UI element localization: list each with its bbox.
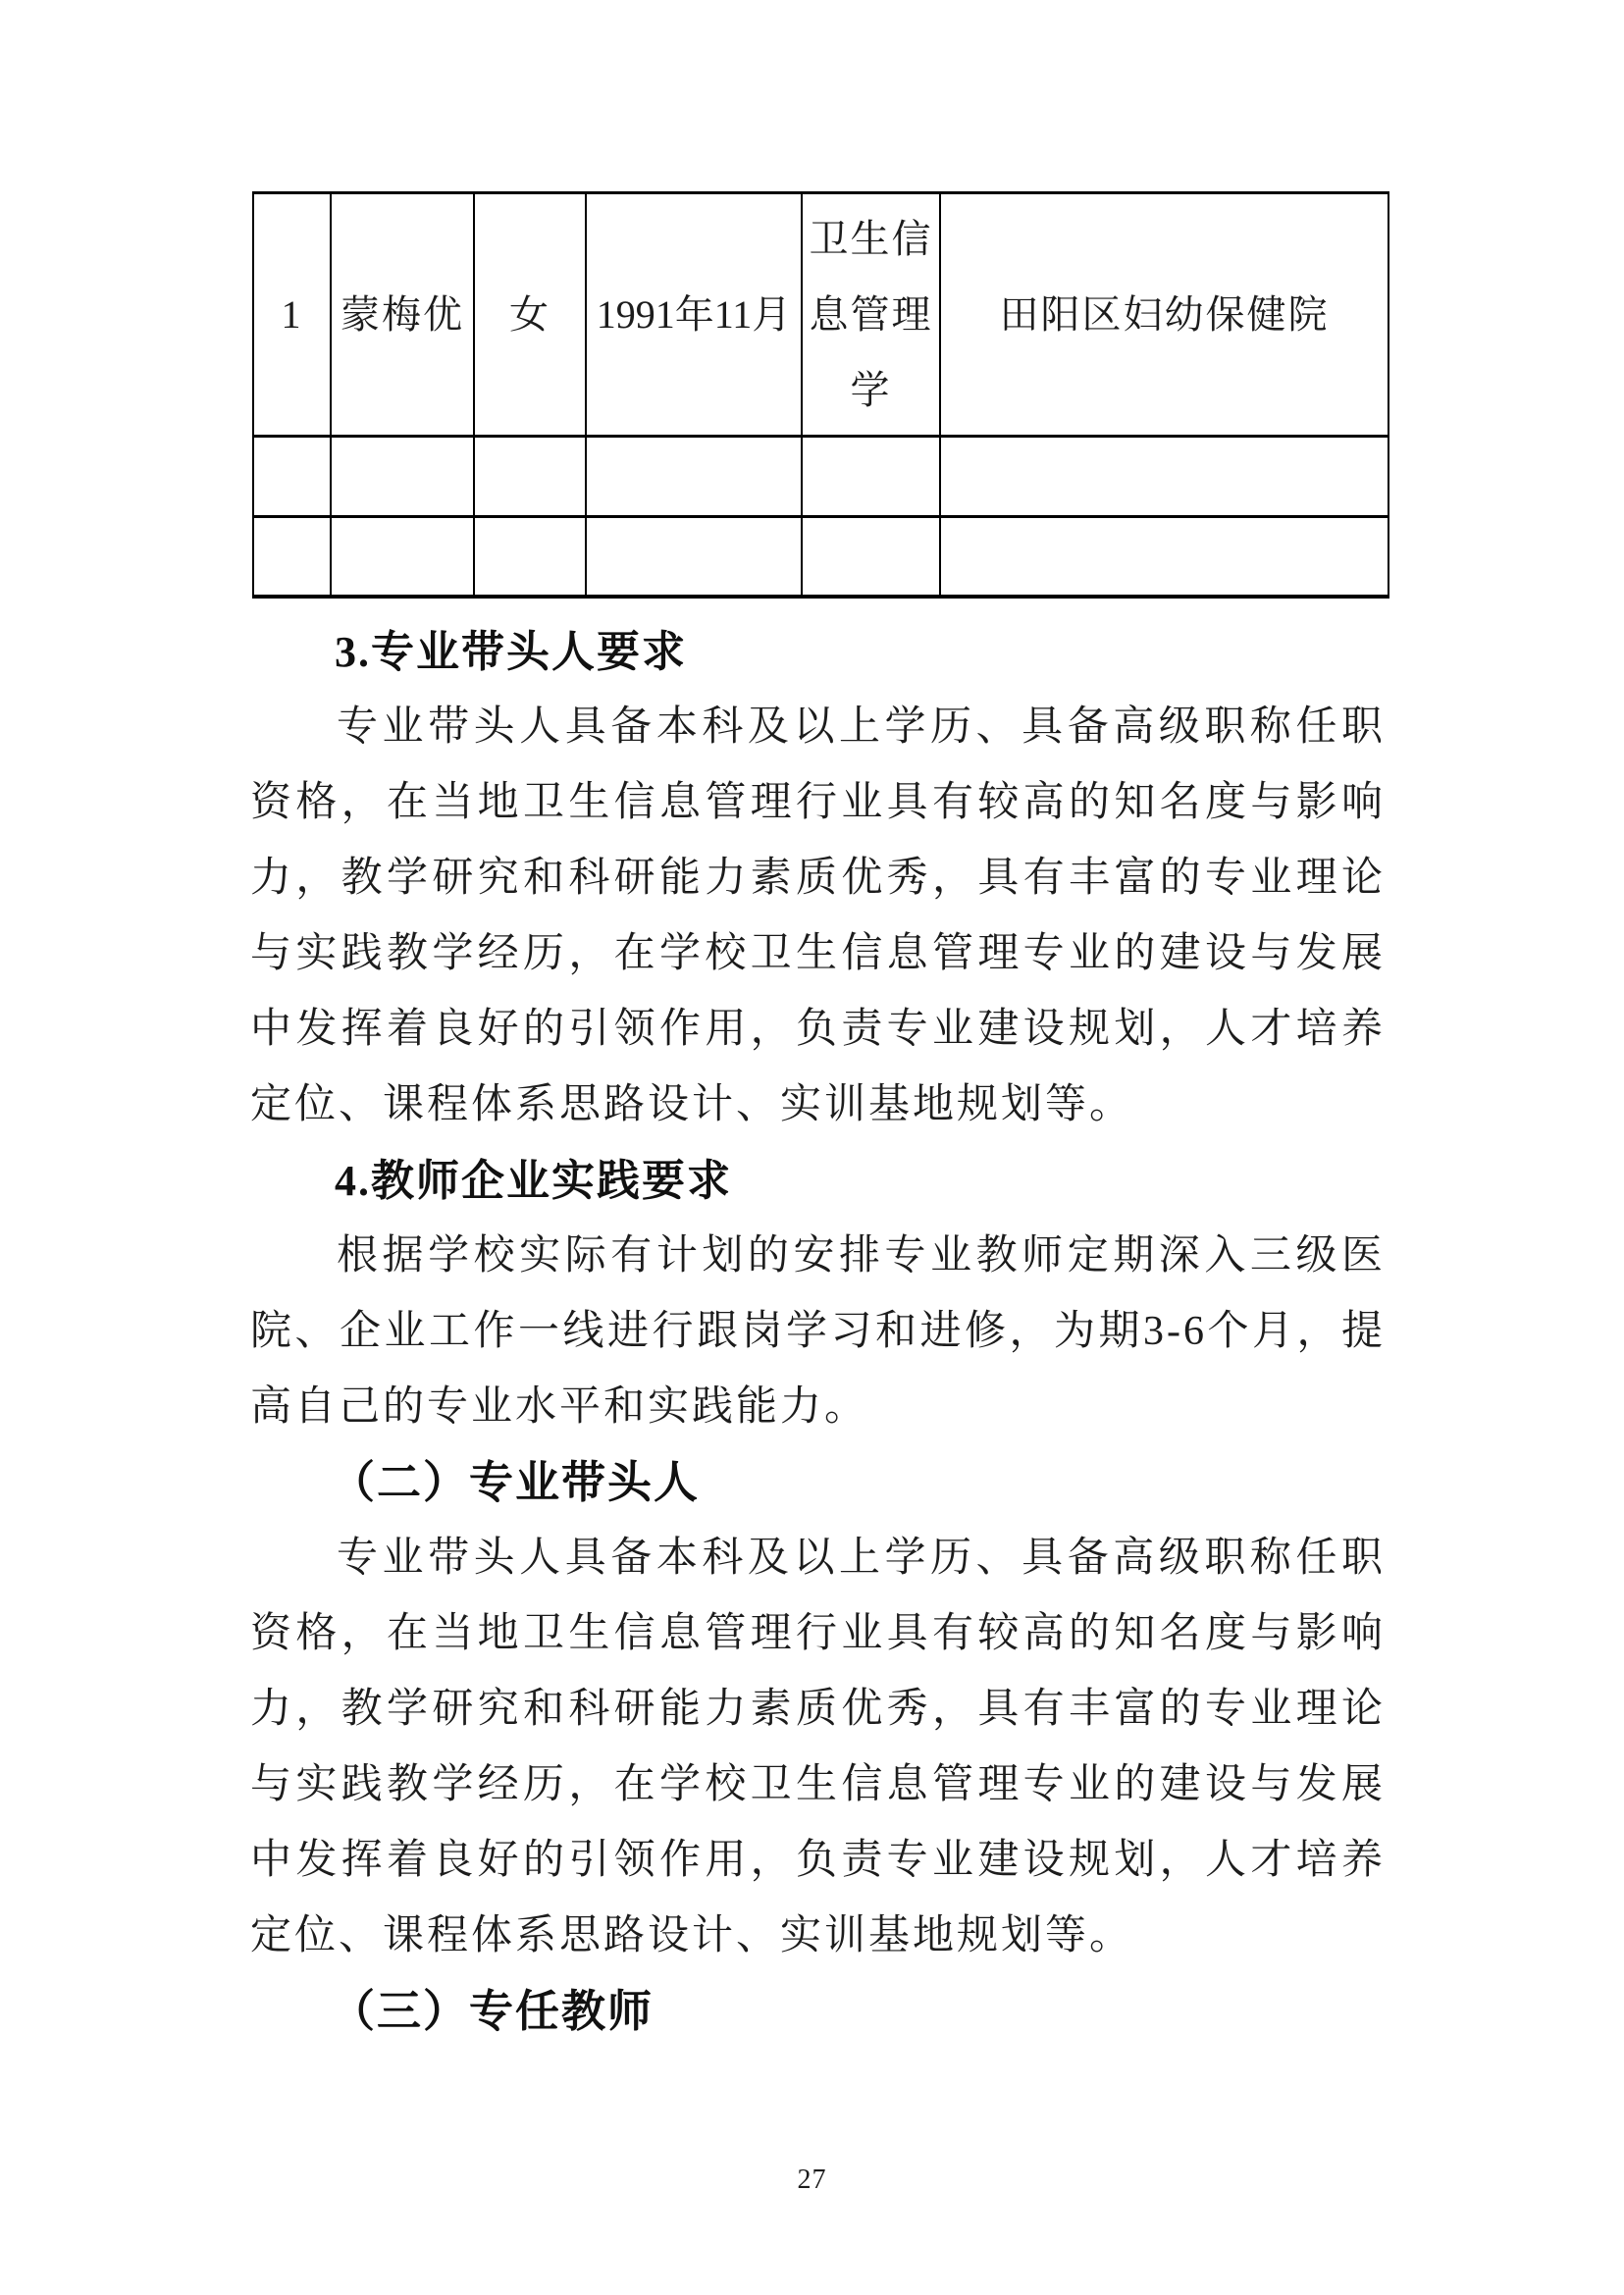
heading-section-2-leader: （二）专业带头人 — [331, 1458, 701, 1507]
paragraph-line: 资格，在当地卫生信息管理行业具有较高的知名度与影响 — [250, 780, 1386, 825]
paragraph-line: 院、企业工作一线进行跟岗学习和进修，为期3-6个月，提 — [250, 1309, 1386, 1354]
cell-empty — [586, 437, 802, 517]
paragraph-line: 力，教学研究和科研能力素质优秀，具有丰富的专业理论 — [250, 1687, 1386, 1732]
table-row — [253, 437, 1388, 517]
cell-empty — [802, 437, 940, 517]
table-row — [253, 517, 1388, 597]
heading-section-3-fulltime-teachers: （三）专任教师 — [331, 1987, 655, 2036]
cell-empty — [253, 517, 331, 597]
cell-index: 1 — [253, 193, 331, 437]
heading-enterprise-practice: 4.教师企业实践要求 — [335, 1157, 732, 1205]
cell-empty — [802, 517, 940, 597]
paragraph-line: 中发挥着良好的引领作用，负责专业建设规划，人才培养 — [250, 1007, 1386, 1052]
paragraph-line: 专业带头人具备本科及以上学历、具备高级职称任职 — [337, 1536, 1386, 1581]
body-text — [250, 614, 1386, 2050]
paragraph-leader-requirements — [250, 690, 1386, 1143]
cell-empty — [331, 517, 474, 597]
paragraph-line: 根据学校实际有计划的安排专业教师定期深入三级医 — [337, 1233, 1386, 1278]
cell-major: 卫生信息管理学 — [802, 193, 940, 437]
cell-workplace: 田阳区妇幼保健院 — [940, 193, 1388, 437]
paragraph-line: 资格，在当地卫生信息管理行业具有较高的知名度与影响 — [250, 1611, 1386, 1656]
cell-birthdate: 1991年11月 — [586, 193, 802, 437]
personnel-table — [252, 191, 1389, 599]
paragraph-line: 专业带头人具备本科及以上学历、具备高级职称任职 — [337, 704, 1386, 750]
paragraph-enterprise-practice — [250, 1219, 1386, 1445]
cell-empty — [586, 517, 802, 597]
paragraph-line: 力，教学研究和科研能力素质优秀，具有丰富的专业理论 — [250, 856, 1386, 901]
cell-gender: 女 — [474, 193, 586, 437]
paragraph-line: 定位、课程体系思路设计、实训基地规划等。 — [250, 1913, 1134, 1958]
heading-leader-requirements: 3.专业带头人要求 — [335, 628, 687, 676]
paragraph-line: 与实践教学经历，在学校卫生信息管理专业的建设与发展 — [250, 931, 1386, 976]
cell-empty — [940, 437, 1388, 517]
cell-empty — [331, 437, 474, 517]
cell-empty — [474, 437, 586, 517]
paragraph-line: 高自己的专业水平和实践能力。 — [250, 1384, 869, 1430]
cell-empty — [940, 517, 1388, 597]
cell-empty — [253, 437, 331, 517]
paragraph-line: 中发挥着良好的引领作用，负责专业建设规划，人才培养 — [250, 1838, 1386, 1883]
table-row — [253, 193, 1388, 437]
page-number: 27 — [797, 2165, 827, 2195]
paragraph-leader — [250, 1521, 1386, 1974]
cell-empty — [474, 517, 586, 597]
paragraph-line: 与实践教学经历，在学校卫生信息管理专业的建设与发展 — [250, 1762, 1386, 1807]
paragraph-line: 定位、课程体系思路设计、实训基地规划等。 — [250, 1082, 1134, 1127]
cell-name: 蒙梅优 — [331, 193, 474, 437]
